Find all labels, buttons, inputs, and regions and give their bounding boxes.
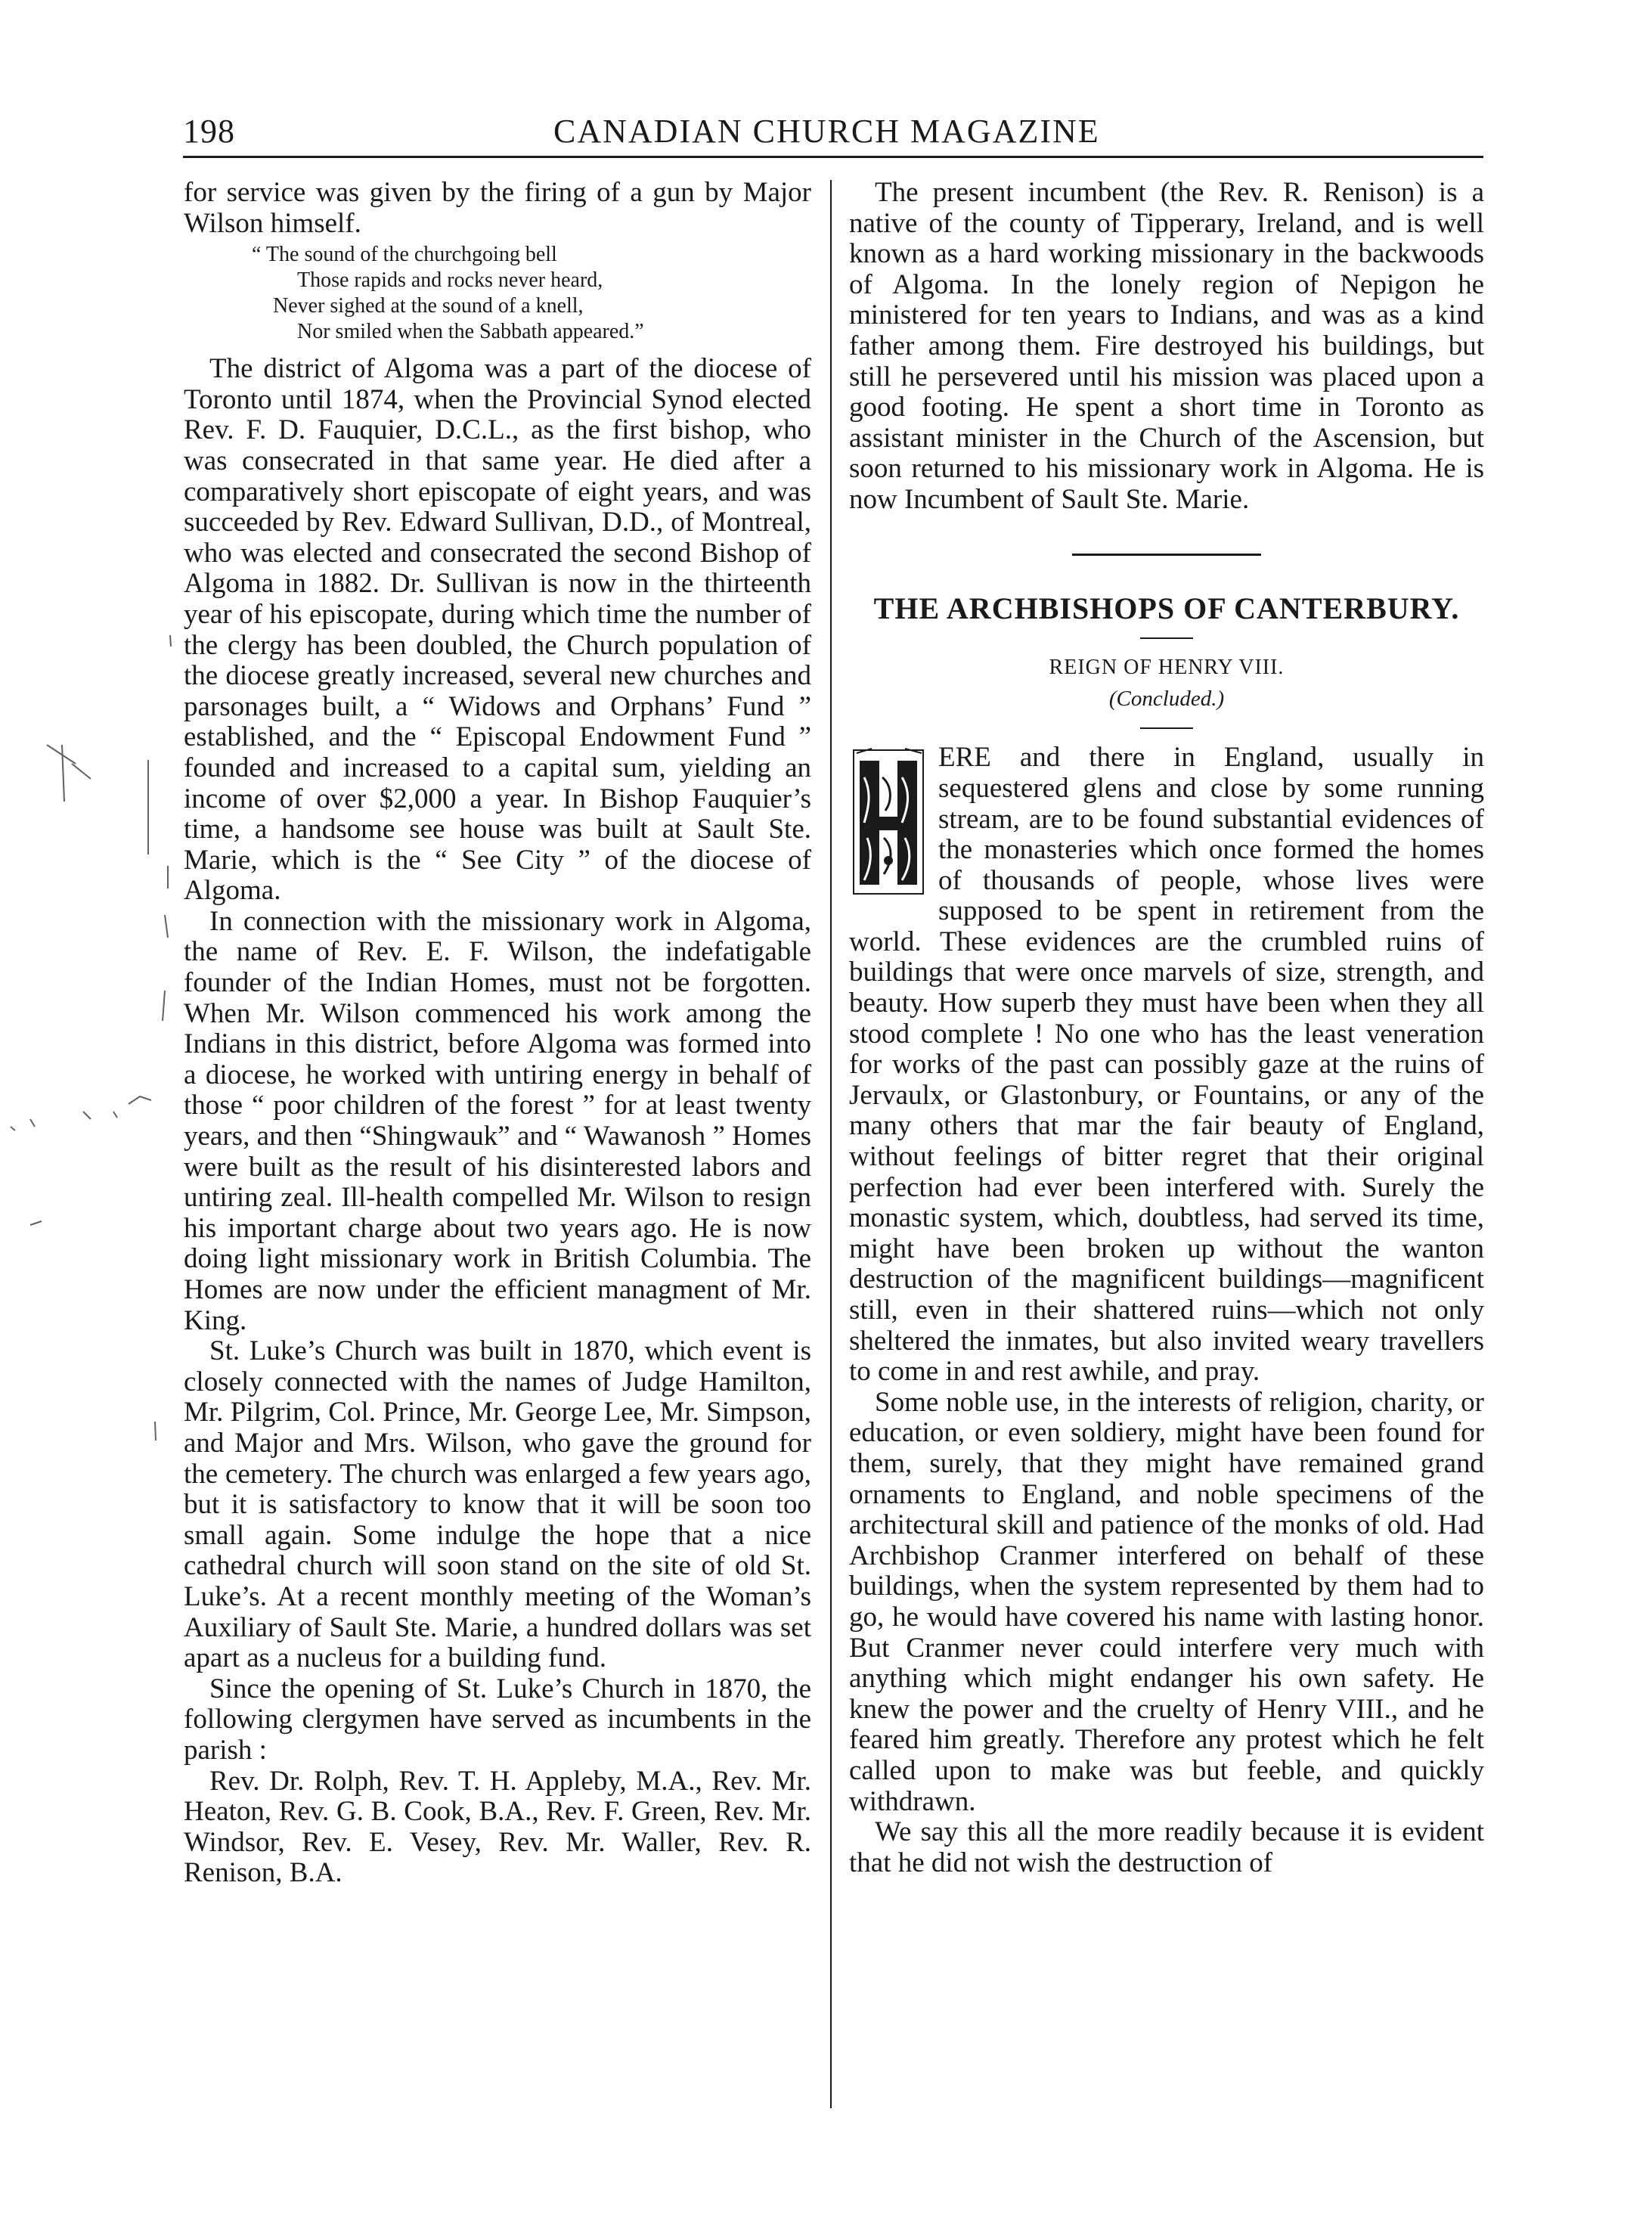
- subheading-rule: [1140, 727, 1193, 729]
- article-title: THE ARCHBISHOPS OF CANTERBURY.: [873, 591, 1460, 625]
- left-intro-paragraph: for service was given by the firing of a gun by Major Wilson himself.: [184, 177, 811, 239]
- verse-line: Never sighed at the sound of a knell,: [273, 294, 584, 318]
- running-title: CANADIAN CHURCH MAGAZINE: [553, 113, 1100, 150]
- title-rule: [1140, 637, 1193, 639]
- column-divider: [830, 180, 832, 2108]
- st-lukes-church-paragraph: St. Luke’s Church was built in 1870, which event is closely connected with the names of Judge Hamilton, Mr. Pilgrim, Col. Prince, Mr. George Lee, Mr. Simpson, and Major and Mrs. Wilson, who gave the ground for the cemetery. The church was enlarged a few years ago, but it is satisfactory to know that it will be soon too small again. Some indulge the hope that a nice cathedral church will soon stand on the site of old St. Luke’s. At a recent monthly meeting of the Woman’s Auxiliary of Sault Ste. Marie, a hundred dollars was set apart as a nucleus for a building fund.: [184, 1335, 811, 1674]
- page-number: 198: [183, 113, 235, 150]
- incumbents-list-paragraph: Rev. Dr. Rolph, Rev. T. H. Appleby, M.A., Rev. Mr. Heaton, Rev. G. B. Cook, B.A., Rev. F. Green, Rev. Mr. Windsor, Rev. E. Vesey, Rev. Mr. Waller, Rev. R. Renison, B.A.: [184, 1765, 811, 1889]
- verse-quotation: [252, 242, 811, 345]
- right-column: [849, 178, 1484, 1878]
- incumbents-intro-paragraph: Since the opening of St. Luke’s Church in 1870, the following clergymen have served as incumbents in the parish :: [184, 1673, 811, 1766]
- left-column: [184, 178, 811, 1889]
- page-header: [183, 106, 1483, 158]
- pencil-marginalia-marks: [0, 0, 197, 2233]
- monasteries-paragraph-text: ERE and there in England, usually in sequestered glens and close by some running stream, are to be found substantial evidences of the monasteries which once formed the homes of thousands of people, whose lives were supposed to be spent in retirement from the world. These evidences are the crumbled ruins of buildings that were once marvels of size, strength, and beauty. How superb they must have been when they all stood complete ! No one who has the least veneration for works of the past can possibly gaze at the ruins of Jervaulx, or Glastonbury, or Fountains, or any of the many others that mar the fair beauty of England, without feelings of bitter regret that their original perfection had ever been interfered with. Surely the monastic system, which, doubtless, had served its time, might have been broken up without the wanton destruction of the magnificent buildings—magnificent still, even in their shattered ruins—which not only sheltered the inmates, but also invited weary travellers to come in and rest awhile, and pray.: [849, 742, 1484, 1388]
- noble-use-paragraph: Some noble use, in the interests of religion, charity, or education, or even soldiery, might have been found for them, surely, that they might have remained grand ornaments to England, and noble specimens of the architectural skill and patience of the monks of old. Had Archbishop Cranmer interfered on behalf of these buildings, when the system represented by them had to go, he would have covered his name with lasting honor. But Cranmer never could interfere very much with anything which might endanger his own safety. He knew the power and the cruelty of Henry VIII., and he feared him greatly. Therefore any protest which he felt called upon to make was but feeble, and quickly withdrawn.: [849, 1386, 1484, 1817]
- article-subheading-note: (Concluded.): [1108, 686, 1225, 711]
- algoma-diocese-paragraph: The district of Algoma was a part of the diocese of Toronto until 1874, when the Provincial Synod elected Rev. F. D. Fauquier, D.C.L., as the first bishop, who was consecrated in that same year. He died after a comparatively short episcopate of eight years, and was succeeded by Rev. Edward Sullivan, D.D., of Montreal, who was elected and consecrated the second Bishop of Algoma in 1882. Dr. Sullivan is now in the thirteenth year of his episcopate, during which time the number of the clergy has been doubled, the Church population of the diocese greatly increased, several new churches and parsonages built, a “ Widows and Orphans’ Fund ” established, and the “ Episcopal Endowment Fund ” founded and increased to a capital sum, yielding an income of over $2,000 a year. In Bishop Fauquier’s time, a handsome see house was built at Sault Ste. Marie, which is the “ See City ” of the diocese of Algoma.: [184, 353, 811, 907]
- closing-paragraph: We say this all the more readily because it is evident that he did not wish the destruction of: [849, 1816, 1484, 1878]
- verse-line: Those rapids and rocks never heard,: [297, 268, 603, 293]
- verse-line: Nor smiled when the Sabbath appeared.”: [297, 320, 644, 344]
- present-incumbent-paragraph: The present incumbent (the Rev. R. Renison) is a native of the county of Tipperary, Ireland, and is well known as a hard working missionary in the backwoods of Algoma. In the lonely region of Nepigon he ministered for ten years to Indians, and was as a kind father among them. Fire destroyed his buildings, but still he persevered until his mission was placed upon a good footing. He spent a short time in Toronto as assistant minister in the Church of the Ascension, but soon returned to his missionary work in Algoma. He is now Incumbent of Sault Ste. Marie.: [849, 177, 1484, 515]
- wilson-indian-homes-paragraph: In connection with the missionary work in Algoma, the name of Rev. E. F. Wilson, the indefatigable founder of the Indian Homes, must not be forgotten. When Mr. Wilson commenced his work among the Indians in this district, before Algoma was formed into a diocese, he worked with untiring energy in behalf of those “ poor children of the forest ” for at least twenty years, and then “Shingwauk” and “ Wawanosh ” Homes were built as the result of his disinterested labors and untiring zeal. Ill-health compelled Mr. Wilson to resign his important charge about two years ago. He is now doing light missionary work in British Columbia. The Homes are now under the efficient managment of Mr. King.: [184, 905, 811, 1336]
- ornamental-dropcap-h-icon: [849, 747, 928, 898]
- article-subheading: REIGN OF HENRY VIII.: [1049, 656, 1285, 680]
- monasteries-paragraph: [849, 743, 1484, 1387]
- verse-line: “ The sound of the churchgoing bell: [252, 243, 557, 267]
- section-divider-rule: [1072, 554, 1261, 556]
